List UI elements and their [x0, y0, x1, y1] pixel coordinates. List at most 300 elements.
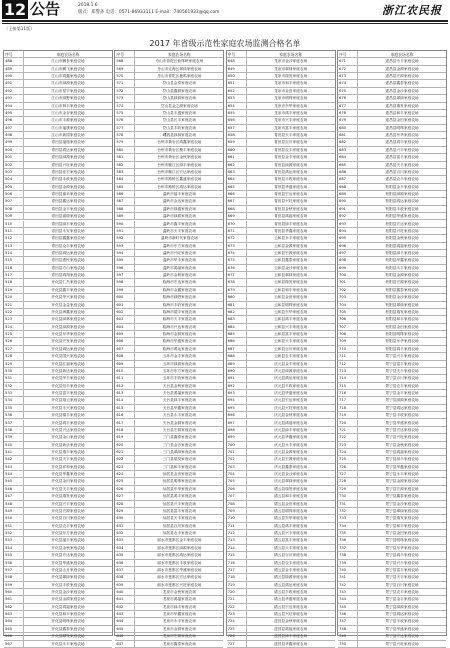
- row-number: 708: [227, 501, 247, 507]
- table-row: [115, 103, 223, 110]
- row-number: 616: [115, 412, 135, 418]
- table-row: [4, 169, 112, 176]
- table-row: [4, 125, 112, 132]
- table-row: [4, 486, 112, 493]
- farm-name: 青田县金源家庭农场: [51, 184, 85, 189]
- table-row: [4, 596, 112, 603]
- row-number: 677: [227, 272, 247, 278]
- table-row: [115, 449, 223, 456]
- table-row: [227, 545, 335, 552]
- row-number: 676: [338, 95, 358, 101]
- table-row: [4, 449, 112, 456]
- farm-name: 松阳县华盛家庭农场: [385, 214, 419, 219]
- row-number: 702: [338, 287, 358, 293]
- farm-name: 云和县鸿丰家庭农场: [274, 317, 308, 322]
- farm-name: 岱山县金之源家庭农场: [160, 103, 198, 108]
- farm-name: 开化县百川家庭农场: [51, 516, 85, 521]
- table-row: [4, 176, 112, 183]
- table-row: [115, 125, 223, 132]
- table-row: [115, 235, 223, 242]
- row-number: 613: [115, 390, 135, 396]
- row-number: 537: [4, 420, 24, 426]
- farm-name: 江山市星宇家庭农场: [51, 88, 85, 93]
- table-row: [4, 611, 112, 618]
- row-number: 590: [115, 221, 135, 227]
- farm-name: 景宁县鸿丰家庭农场: [385, 553, 419, 558]
- table-row: [338, 213, 446, 220]
- row-number: 631: [115, 523, 135, 529]
- row-number: 585: [115, 184, 135, 190]
- table-row: [4, 589, 112, 596]
- table-row: [227, 191, 335, 198]
- row-number: 721: [227, 596, 247, 602]
- farm-name: 临海市金鑫家庭农场: [162, 287, 196, 292]
- farm-name: 缙云县富丰家庭农场: [274, 538, 308, 543]
- row-number: 632: [115, 530, 135, 536]
- table-row: [227, 176, 335, 183]
- farm-name: 松阳县永丰家庭农场: [385, 265, 419, 270]
- table-row: [227, 265, 335, 272]
- table-row: [115, 420, 223, 427]
- table-row: [115, 434, 223, 441]
- farm-name: 景宁县金丰家庭农场: [385, 391, 419, 396]
- row-number: 526: [4, 338, 24, 344]
- table-row: [338, 206, 446, 213]
- table-row: [227, 611, 335, 618]
- table-row: [115, 250, 223, 257]
- table-row: [4, 58, 112, 65]
- table-row: [4, 184, 112, 191]
- table-row: [4, 132, 112, 139]
- farm-name: 舟山市普陀区仙珠岭家庭农场: [155, 59, 204, 64]
- farm-name: 庆元县华盛家庭农场: [274, 391, 308, 396]
- farm-name: 江山市金谷家庭农场: [51, 110, 85, 115]
- table-row: [4, 412, 112, 419]
- table-row: [115, 88, 223, 95]
- row-number: 706: [227, 486, 247, 492]
- table-row: [115, 243, 223, 250]
- farm-name: 开化县仁杰家庭农场: [51, 280, 85, 285]
- row-number: 730: [338, 493, 358, 499]
- row-number: 743: [338, 589, 358, 595]
- row-number: 739: [338, 560, 358, 566]
- farm-name: 松阳县和丰家庭农场: [385, 317, 419, 322]
- row-number: 685: [227, 331, 247, 337]
- row-number: 746: [338, 611, 358, 617]
- farm-name: 开化县永丰家庭农场: [51, 641, 85, 646]
- row-number: 725: [338, 456, 358, 462]
- table-row: [227, 198, 335, 205]
- farm-name: 临海市瑞丰家庭农场: [162, 309, 196, 314]
- farm-name: 缙云县东华家庭农场: [274, 516, 308, 521]
- table-row: [227, 478, 335, 485]
- row-number: 546: [4, 486, 24, 492]
- row-number: 660: [227, 147, 247, 153]
- farm-name: 岱山县丰盛家庭农场: [162, 110, 196, 115]
- farm-name: 景宁县华盛家庭农场: [385, 420, 419, 425]
- farm-name: 开化县东华家庭农场: [51, 332, 85, 337]
- table-row: [338, 132, 446, 139]
- row-number: 610: [115, 368, 135, 374]
- table-row: [227, 589, 335, 596]
- table-row: [4, 294, 112, 301]
- row-number: 491: [4, 80, 24, 86]
- row-number: 708: [338, 331, 358, 337]
- table-row: [227, 147, 335, 154]
- farm-name: 开化县金益家庭农场: [51, 302, 85, 307]
- table-row: [227, 456, 335, 463]
- row-number: 638: [115, 574, 135, 580]
- row-number: 594: [115, 250, 135, 256]
- table-row: [338, 294, 446, 301]
- farm-name: 丽水市莲都区金丰家庭农场: [157, 538, 202, 543]
- row-number: 726: [338, 464, 358, 470]
- farm-name: 遂昌县永丰家庭农场: [385, 59, 419, 64]
- row-number: 705: [338, 309, 358, 315]
- row-number: 497: [4, 125, 24, 131]
- farm-name: 景宁县金沙家庭农场: [385, 501, 419, 506]
- farm-name: 龙泉市金沙家庭农场: [274, 59, 308, 64]
- table-row: [4, 80, 112, 87]
- farm-name: 开化县永兴家庭农场: [51, 405, 85, 410]
- farm-name: 缙云县丰收家庭农场: [274, 590, 308, 594]
- page-title: 2017 年省级示范性家庭农场监测合格名单: [149, 39, 301, 48]
- table-row: [4, 117, 112, 124]
- row-number: 665: [227, 184, 247, 190]
- table-row: [4, 633, 112, 640]
- farm-name: 三门县金沙家庭农场: [162, 442, 196, 447]
- farm-name: 松阳县鸿运家庭农场: [385, 199, 419, 204]
- row-number: 672: [227, 235, 247, 241]
- table-row: [4, 464, 112, 471]
- row-number: 501: [4, 154, 24, 160]
- row-number: 492: [4, 88, 24, 94]
- table-row: [338, 250, 446, 257]
- farm-name: 开化县红福家庭农场: [51, 361, 85, 366]
- contact-line: 版式：郑警孙 电话：0571-86933111 E-mail：740561933@qq.com: [78, 10, 220, 15]
- table-row: [227, 427, 335, 434]
- row-number: 675: [338, 88, 358, 94]
- farm-name: 遂昌县天丰家庭农场: [385, 162, 419, 167]
- table-row: [338, 73, 446, 80]
- farm-name: 景宁县绿源家庭农场: [385, 604, 419, 609]
- farm-name: 玉环市东方家庭农场: [162, 368, 196, 373]
- table-row: [115, 464, 223, 471]
- row-number: 547: [4, 493, 24, 499]
- farm-name: 开化县农丰家庭农场: [51, 523, 85, 528]
- farm-name: 开化县华盛家庭农场: [51, 560, 85, 565]
- row-number: 710: [338, 346, 358, 352]
- header-no: 序号: [227, 51, 247, 57]
- farm-name: 景宁县宏源家庭农场: [385, 486, 419, 491]
- row-number: 687: [227, 346, 247, 352]
- table-row: [4, 88, 112, 95]
- row-number: 646: [115, 633, 135, 639]
- row-number: 645: [115, 626, 135, 632]
- farm-name: 松阳县金沙家庭农场: [385, 295, 419, 300]
- table-row: [338, 464, 446, 471]
- farm-name: 开化县国兴家庭农场: [51, 354, 85, 359]
- row-number: 653: [227, 95, 247, 101]
- table-row: [115, 397, 223, 404]
- table-row: [338, 523, 446, 530]
- table-row: [115, 147, 223, 154]
- row-number: 721: [338, 427, 358, 433]
- farm-name: 临海市华盛家庭农场: [162, 339, 196, 344]
- farm-name: 青田县佳宏家庭农场: [51, 169, 85, 174]
- farm-name: 庆元县金沙家庭农场: [274, 472, 308, 477]
- farm-name: 开化县明珠家庭农场: [51, 619, 85, 624]
- farm-name: 龙泉市和丰家庭农场: [274, 81, 308, 86]
- row-number: 521: [4, 302, 24, 308]
- farm-name: 开化县鑫丰家庭农场: [51, 287, 85, 292]
- row-number: 720: [227, 589, 247, 595]
- farm-name: 丽水市莲都区鸿运家庭农场: [157, 553, 202, 558]
- farm-name: 开化县兴达家庭农场: [51, 427, 85, 432]
- farm-name: 临海市金源家庭农场: [162, 332, 196, 337]
- row-number: 550: [4, 515, 24, 521]
- farm-name: 景宁县华鑫家庭农场: [385, 464, 419, 469]
- row-number: 581: [115, 154, 135, 160]
- farm-name: 青田县华盛家庭农场: [274, 184, 308, 189]
- table-row: [227, 58, 335, 65]
- row-number: 534: [4, 397, 24, 403]
- table-row: [4, 361, 112, 368]
- row-number: 690: [338, 198, 358, 204]
- row-number: 493: [4, 95, 24, 101]
- table-row: [338, 368, 446, 375]
- row-number: 633: [115, 537, 135, 543]
- table-row: [227, 574, 335, 581]
- table-row: [227, 633, 335, 640]
- row-number: 579: [115, 139, 135, 145]
- row-number: 716: [338, 390, 358, 396]
- row-number: 685: [338, 162, 358, 168]
- table-row: [227, 523, 335, 530]
- table-row: [4, 545, 112, 552]
- row-number: 543: [4, 464, 24, 470]
- table-row: [4, 427, 112, 434]
- farm-name: 天台县金秋家庭农场: [162, 383, 196, 388]
- table-row: [227, 206, 335, 213]
- row-number: 693: [338, 221, 358, 227]
- table-row: [4, 442, 112, 449]
- row-number: 599: [115, 287, 135, 293]
- table-row: [115, 560, 223, 567]
- row-number: 647: [115, 641, 135, 647]
- farm-name: 岱山县长丰家庭农场: [162, 118, 196, 123]
- table-row: [338, 596, 446, 603]
- row-number: 712: [227, 530, 247, 536]
- row-number: 689: [338, 191, 358, 197]
- farm-name: 景宁县富丰家庭农场: [385, 567, 419, 572]
- row-number: 649: [227, 66, 247, 72]
- table-row: [338, 309, 446, 316]
- farm-name: 台州市黄岩区金秋家庭农场: [157, 155, 202, 160]
- table-row: [338, 611, 446, 618]
- row-number: 690: [227, 368, 247, 374]
- row-number: 750: [338, 641, 358, 647]
- table-row: [115, 346, 223, 353]
- table-header-row: [338, 51, 446, 58]
- farm-name: 三门县鑫泰家庭农场: [162, 435, 196, 440]
- row-number: 623: [115, 464, 135, 470]
- farm-name: 丽水市莲都区宏达家庭农场: [157, 575, 202, 580]
- farm-name: 龙泉市富丰家庭农场: [274, 125, 308, 130]
- table-row: [115, 427, 223, 434]
- table-row: [227, 596, 335, 603]
- farm-name: 景宁县农丰家庭农场: [385, 590, 419, 594]
- farm-name: 天台县永丰家庭农场: [162, 413, 196, 418]
- row-number: 580: [115, 147, 135, 153]
- row-number: 635: [115, 552, 135, 558]
- table-row: [338, 228, 446, 235]
- row-number: 654: [227, 103, 247, 109]
- farm-name: 遂昌县金源家庭农场: [385, 66, 419, 71]
- table-row: [4, 353, 112, 360]
- row-number: 598: [115, 279, 135, 285]
- table-row: [227, 257, 335, 264]
- table-row: [4, 567, 112, 574]
- row-number: 686: [338, 169, 358, 175]
- row-number: 691: [227, 375, 247, 381]
- farm-name: 景宁县金田家庭农场: [385, 531, 419, 536]
- farm-name: 温岭市金达家庭农场: [162, 199, 196, 204]
- row-number: 701: [227, 449, 247, 455]
- table-row: [338, 110, 446, 117]
- newspaper-logo: 浙江农民报: [382, 4, 442, 17]
- farm-name: 松阳县翠绿家庭农场: [385, 302, 419, 307]
- table-row: [4, 493, 112, 500]
- table-row: [227, 560, 335, 567]
- row-number: 650: [227, 73, 247, 79]
- farm-name: 遂昌县华鑫家庭农场: [274, 641, 308, 646]
- table-row: [115, 338, 223, 345]
- row-number: 597: [115, 272, 135, 278]
- farm-name: 开化县金沙家庭农场: [51, 590, 85, 594]
- row-number: 679: [227, 287, 247, 293]
- farm-name: 云和县金源家庭农场: [274, 243, 308, 248]
- farm-name: 松阳县鑫泰家庭农场: [385, 287, 419, 292]
- row-number: 748: [338, 626, 358, 632]
- row-number: 693: [227, 390, 247, 396]
- table-row: [115, 279, 223, 286]
- table-row: [338, 397, 446, 404]
- farm-name: 青田县鸿达家庭农场: [51, 147, 85, 152]
- row-number: 499: [4, 139, 24, 145]
- farm-name: 缙云县百川家庭农场: [274, 553, 308, 558]
- farm-name: 景宁县永丰家庭农场: [385, 472, 419, 477]
- farm-name: 青田县众丰家庭农场: [51, 243, 85, 248]
- table-row: [338, 560, 446, 567]
- farm-name: 天台县绿丰家庭农场: [162, 398, 196, 403]
- farm-name: 景宁县兴丰家庭农场: [385, 354, 419, 359]
- farm-name: 江山市林丰家庭农场: [51, 103, 85, 108]
- page-number: 12: [3, 0, 27, 19]
- table-row: [338, 58, 446, 65]
- table-row: [338, 198, 446, 205]
- table-row: [4, 257, 112, 264]
- farm-name: 岱山县鑫源家庭农场: [162, 88, 196, 93]
- farm-name: 缙云县金田家庭农场: [274, 501, 308, 506]
- table-row: [338, 265, 446, 272]
- table-row: [227, 95, 335, 102]
- table-row: [115, 523, 223, 530]
- farm-name: 景宁县金源家庭农场: [385, 479, 419, 484]
- farm-name: 青田县鑫鑫家庭农场: [51, 236, 85, 241]
- farm-name: 青田县嘉瑞家庭农场: [51, 214, 85, 219]
- table-row: [227, 324, 335, 331]
- row-number: 727: [338, 471, 358, 477]
- table-row: [227, 464, 335, 471]
- farm-name: 景宁县明珠家庭农场: [385, 538, 419, 543]
- table-row: [4, 213, 112, 220]
- table-row: [115, 633, 223, 640]
- farm-name: 青田县兴旺家庭农场: [51, 162, 85, 167]
- table-row: [115, 316, 223, 323]
- table-row: [4, 139, 112, 146]
- farm-name: 青田县农丰家庭农场: [274, 147, 308, 152]
- table-row: [227, 442, 335, 449]
- table-row: [4, 501, 112, 508]
- table-row: [4, 456, 112, 463]
- farm-name: 景宁县鸿运家庭农场: [385, 405, 419, 410]
- row-number: 512: [4, 235, 24, 241]
- table-row: [4, 228, 112, 235]
- farm-name: 景宁县金秋家庭农场: [385, 442, 419, 447]
- table-row: [338, 582, 446, 589]
- row-number: 539: [4, 434, 24, 440]
- table-row: [227, 537, 335, 544]
- header-name: 家庭农场名称: [390, 52, 414, 57]
- row-number: 644: [115, 618, 135, 624]
- farm-name: 庆元县丰收家庭农场: [274, 383, 308, 388]
- farm-name: 温岭市金秋家庭农场: [162, 273, 196, 278]
- row-number: 640: [115, 589, 135, 595]
- table-row: [115, 257, 223, 264]
- farm-name: 青田县绿源家庭农场: [51, 155, 85, 160]
- farm-name: 仙居县富丰家庭农场: [162, 508, 196, 513]
- table-row: [115, 478, 223, 485]
- row-number: 667: [227, 198, 247, 204]
- row-number: 489: [4, 66, 24, 72]
- row-number: 658: [227, 132, 247, 138]
- table-row: [4, 206, 112, 213]
- row-number: 561: [4, 596, 24, 602]
- farm-name: 遂昌县富丰家庭农场: [385, 155, 419, 160]
- row-number: 525: [4, 331, 24, 337]
- row-number: 629: [115, 508, 135, 514]
- table-row: [4, 66, 112, 73]
- farm-name: 嵊泗县绿林家庭农场: [162, 133, 196, 138]
- row-number: 641: [115, 596, 135, 602]
- farm-name: 景宁县丰收家庭农场: [385, 619, 419, 624]
- row-number: 684: [338, 154, 358, 160]
- farm-name: 庆元县金秋家庭农场: [274, 413, 308, 418]
- table-row: [227, 368, 335, 375]
- farm-name: 云和县鑫泰家庭农场: [274, 258, 308, 263]
- farm-name: 遂昌县金沙家庭农场: [385, 88, 419, 93]
- table-row: [4, 560, 112, 567]
- table-row: [338, 434, 446, 441]
- farm-name: 松阳县金丰家庭农场: [385, 184, 419, 189]
- farm-name: 景宁县鸿运家庭农场: [385, 612, 419, 617]
- table-row: [338, 88, 446, 95]
- row-number: 511: [4, 228, 24, 234]
- row-number: 702: [227, 456, 247, 462]
- farm-name: 庆元县金丰家庭农场: [274, 361, 308, 366]
- farm-name: 开化县东方家庭农场: [51, 531, 85, 536]
